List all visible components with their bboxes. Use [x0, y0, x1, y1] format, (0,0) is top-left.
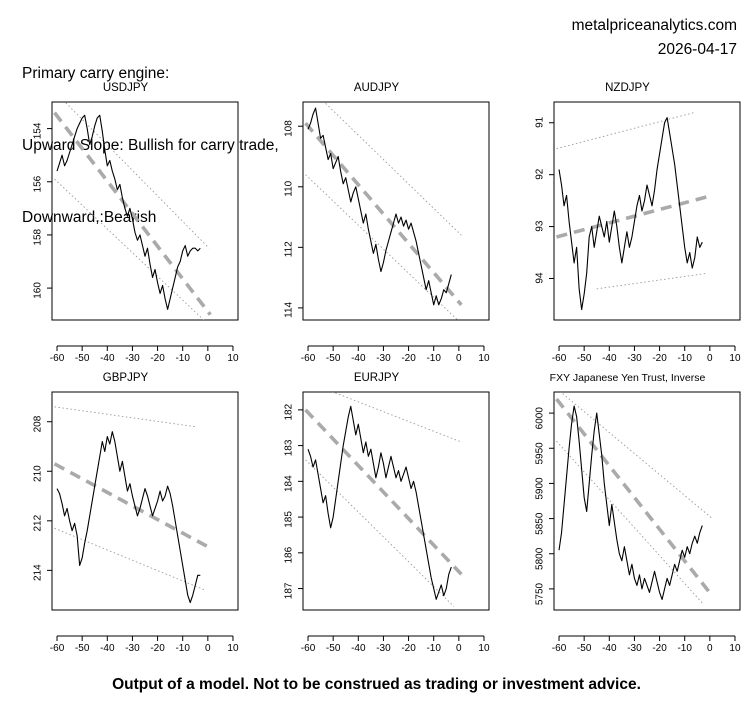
channel-band-line [306, 460, 454, 607]
plot-area [502, 80, 753, 370]
disclaimer-footer: Output of a model. Not to be construed as trading or investment advice. [112, 676, 641, 693]
y-tick-label: 158 [32, 228, 44, 246]
x-tick-label: -30 [125, 353, 140, 364]
x-tick-label: -60 [300, 643, 316, 654]
x-tick-label: -20 [652, 643, 667, 654]
x-tick-label: -60 [551, 353, 567, 364]
x-tick-label: 10 [227, 353, 239, 364]
y-tick-label: 212 [32, 514, 44, 532]
y-tick-label: 91 [534, 116, 546, 128]
chart-panel-audjpy [251, 80, 502, 370]
report-date: 2026-04-17 [657, 41, 737, 58]
x-tick-label: 10 [478, 353, 490, 364]
y-tick-label: 183 [283, 439, 295, 457]
plot-svg [251, 370, 502, 660]
x-tick-label: -50 [74, 353, 90, 364]
x-tick-label: -10 [677, 353, 692, 364]
y-tick-label: 186 [283, 546, 295, 564]
y-tick-label: 5750 [534, 582, 546, 606]
x-tick-label: 0 [205, 353, 211, 364]
x-tick-label: -20 [652, 353, 667, 364]
channel-band-line [557, 112, 695, 148]
x-tick-label: -40 [351, 643, 366, 654]
price-series-line [308, 108, 451, 305]
plot-svg [0, 80, 251, 370]
plot-area [502, 370, 753, 660]
source-website: metalpriceanalytics.com [571, 17, 737, 34]
plot-frame [52, 392, 238, 610]
panel-title: AUDJPY [353, 82, 400, 94]
trend-line [55, 113, 211, 315]
y-tick-label: 92 [534, 168, 546, 180]
plot-svg [0, 370, 251, 660]
channel-band-line [557, 441, 703, 603]
price-series-line [559, 118, 702, 310]
x-tick-label: -20 [401, 643, 416, 654]
y-tick-label: 112 [283, 241, 295, 258]
chart-panel-fxy [502, 370, 753, 660]
x-tick-label: -20 [401, 353, 416, 364]
x-tick-label: -10 [426, 353, 441, 364]
x-tick-label: -40 [602, 643, 617, 654]
trend-line [306, 123, 462, 305]
x-tick-label: -60 [49, 643, 65, 654]
x-tick-label: -10 [175, 643, 190, 654]
y-tick-label: 114 [283, 301, 295, 318]
panel-title: USDJPY [102, 82, 149, 94]
x-tick-label: -40 [351, 353, 366, 364]
y-tick-label: 208 [32, 415, 44, 433]
x-tick-label: -30 [376, 643, 391, 654]
chart-grid [0, 80, 753, 660]
y-tick-label: 154 [32, 122, 44, 140]
x-tick-label: -50 [74, 643, 90, 654]
y-tick-label: 108 [283, 120, 295, 137]
plot-frame [52, 102, 238, 320]
x-tick-label: -30 [376, 353, 391, 364]
price-series-line [559, 406, 702, 599]
x-tick-label: -30 [627, 643, 642, 654]
x-tick-label: 0 [707, 643, 713, 654]
channel-band-line [55, 91, 210, 248]
header-title-line1: Primary carry engine: [22, 65, 170, 82]
x-tick-label: 0 [456, 353, 462, 364]
trend-line [306, 410, 462, 574]
header-title-line2: Upward Slope: Bullish for carry trade, [22, 137, 279, 154]
panel-title: EURJPY [353, 372, 400, 384]
trend-line [557, 399, 713, 596]
price-series-line [57, 432, 200, 603]
x-tick-label: 10 [227, 643, 239, 654]
plot-svg [502, 370, 753, 660]
y-tick-label: 5950 [534, 442, 546, 465]
x-tick-label: -10 [426, 643, 441, 654]
plot-frame [303, 392, 489, 610]
x-tick-label: -30 [125, 643, 140, 654]
y-tick-label: 5850 [534, 512, 546, 535]
x-tick-label: -30 [627, 353, 642, 364]
y-tick-label: 214 [32, 564, 44, 582]
plot-svg [502, 80, 753, 370]
plot-area [0, 80, 251, 370]
x-tick-label: -40 [602, 353, 617, 364]
x-tick-label: -50 [325, 353, 341, 364]
chart-panel-nzdjpy [502, 80, 753, 370]
y-tick-label: 182 [283, 403, 295, 421]
y-tick-label: 160 [32, 282, 44, 299]
channel-band-line [306, 381, 462, 442]
y-tick-label: 93 [534, 220, 546, 232]
header-source-block [572, 14, 737, 62]
plot-frame [554, 392, 740, 610]
y-tick-label: 5800 [534, 547, 546, 570]
y-tick-label: 5900 [534, 477, 546, 500]
x-tick-label: -50 [576, 643, 592, 654]
y-tick-label: 94 [534, 272, 546, 284]
x-tick-label: 0 [456, 643, 462, 654]
x-tick-label: -20 [150, 353, 165, 364]
chart-panel-gbpjpy [0, 370, 251, 660]
channel-band-line [306, 175, 458, 320]
x-tick-label: -40 [100, 353, 115, 364]
x-tick-label: 10 [478, 643, 490, 654]
x-tick-label: -50 [325, 643, 341, 654]
x-tick-label: 0 [707, 353, 713, 364]
chart-panel-eurjpy [251, 370, 502, 660]
x-tick-label: -50 [576, 353, 592, 364]
x-tick-label: 0 [205, 643, 211, 654]
trend-line [55, 464, 211, 548]
x-tick-label: -40 [100, 643, 115, 654]
plot-area [251, 80, 502, 370]
x-tick-label: -60 [300, 353, 316, 364]
channel-band-line [55, 179, 207, 323]
y-tick-label: 156 [32, 175, 44, 193]
y-tick-label: 6000 [534, 407, 546, 430]
plot-svg [251, 80, 502, 370]
chart-panel-usdjpy [0, 80, 251, 370]
x-tick-label: 10 [729, 353, 741, 364]
trend-line [557, 195, 713, 237]
y-tick-label: 184 [283, 475, 295, 493]
header-title-line3: Downward,:Bearish [22, 209, 157, 226]
x-tick-label: -20 [150, 643, 165, 654]
panel-title: GBPJPY [102, 372, 149, 384]
x-tick-label: 10 [729, 643, 741, 654]
y-tick-label: 210 [32, 465, 44, 482]
plot-area [0, 370, 251, 660]
x-tick-label: -60 [49, 353, 65, 364]
panel-title: NZDJPY [605, 82, 650, 94]
price-series-line [308, 406, 451, 599]
panel-title: FXY Japanese Yen Trust, Inverse [549, 372, 706, 384]
y-tick-label: 110 [283, 180, 295, 197]
x-tick-label: -10 [677, 643, 692, 654]
channel-band-line [55, 407, 196, 427]
x-tick-label: -10 [175, 353, 190, 364]
plot-area [251, 370, 502, 660]
y-tick-label: 185 [283, 511, 295, 528]
x-tick-label: -60 [551, 643, 567, 654]
channel-band-line [597, 273, 708, 289]
plot-frame [303, 102, 489, 320]
y-tick-label: 187 [283, 582, 295, 600]
